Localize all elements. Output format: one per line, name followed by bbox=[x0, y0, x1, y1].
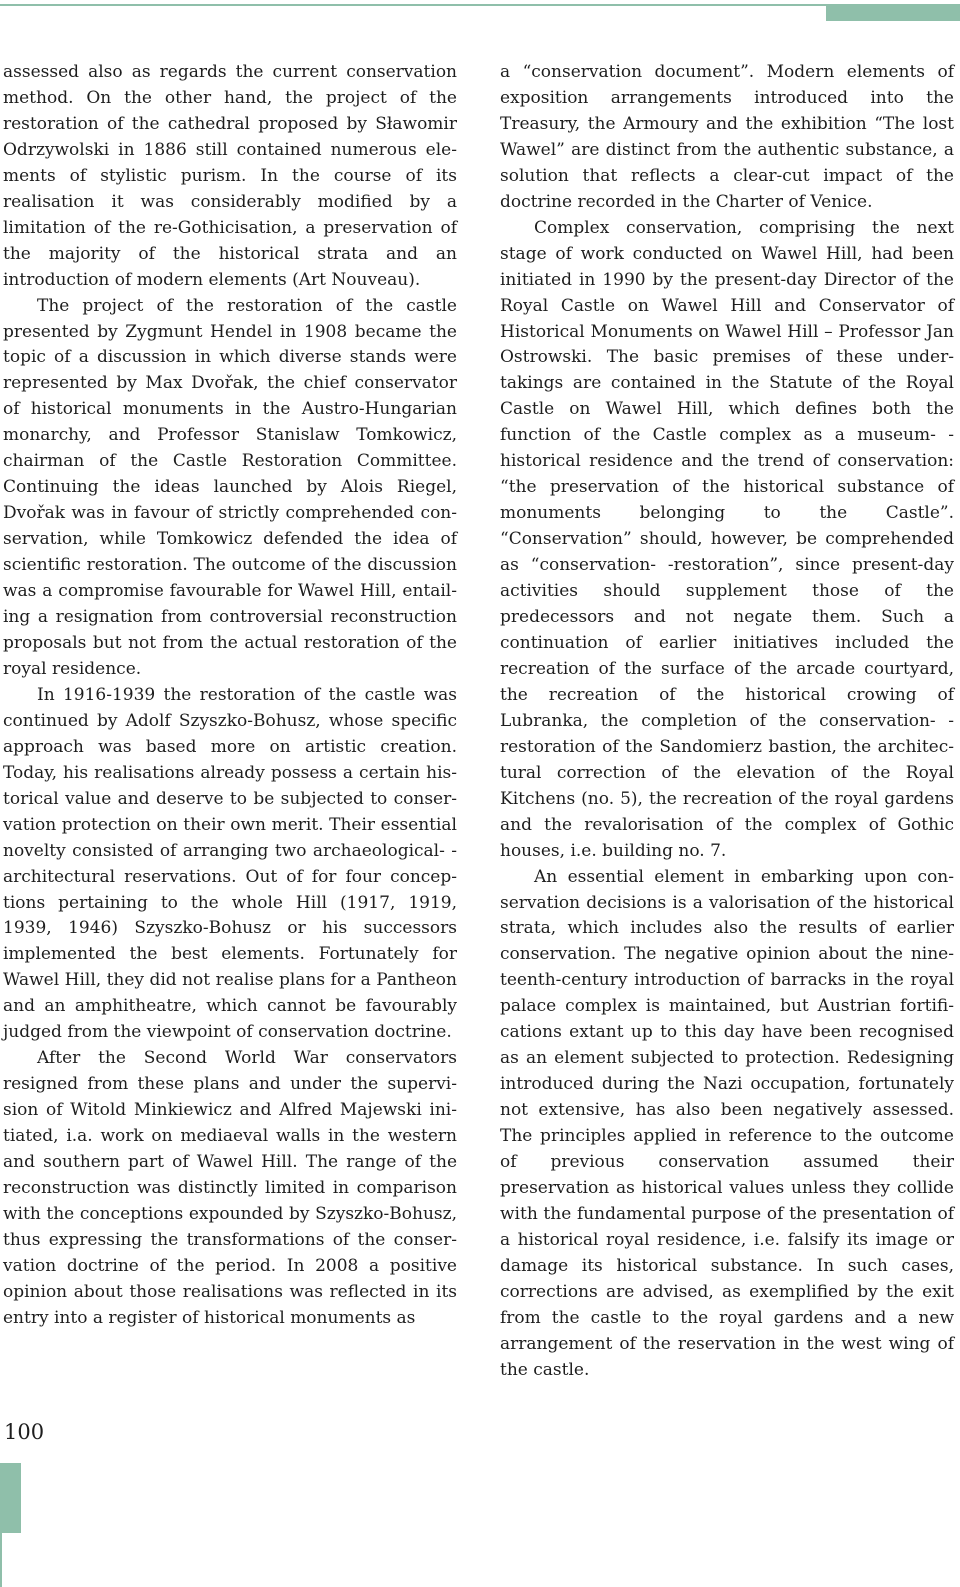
left-text-column bbox=[3, 60, 457, 1332]
paragraph: Complex conservation, comprising the next stage of work conducted on Wawel Hill, had been initiated in 1990 by the present-day Director of the Royal Castle on Wawel Hill and Conservator of Historical Monuments on Wawel Hill – Professor Jan Ostrowski. The basic premises of these undertakings are contained in the Statute of the Royal Castle on Wawel Hill, which defines both the function of the Castle complex as a museum- -historical residence and the trend of conservation: “the preservation of the historical substance of monuments belonging to the Castle”. “Conservation” should, however, be comprehended as “conservation- -restoration”, since present-day activities should supplement those of the predecessors and not negate them. Such a continuation of earlier initiatives included the recreation of the surface of the arcade courtyard, the recreation of the historical crowing of Lubranka, the completion of the conservation- -restoration of the Sandomierz bastion, the architectural correction of the elevation of the Royal Kitchens (no. 5), the recreation of the royal gardens and the revalorisation of the complex of Gothic houses, i.e. building no. 7. bbox=[500, 217, 954, 861]
footer-rule bbox=[0, 1533, 2, 1587]
paragraph: a “conservation document”. Modern elements of exposition arrangements introduced into the Treasury, the Armoury and the exhibition “The lost Wawel” are distinct from the authentic substance, a solution that reflects a clear-cut impact of the doctrine recorded in the Charter of Venice. bbox=[500, 62, 954, 212]
header-accent-tab bbox=[826, 4, 960, 21]
paragraph: An essential element in embarking upon conservation decisions is a valorisation of the historical strata, which includes also the results of earlier conservation. The negative opinion about the nineteenth-century introduction of barracks in the royal palace complex is maintained, but Austrian fortifications extant up to this day have been recognised as an element subjected to protection. Redesigning introduced during the Nazi occupation, fortunately not extensive, has also been negatively assessed. The principles applied in reference to the outcome of previous conservation assumed their preservation as historical values unless they collide with the fundamental purpose of the presentation of a historical royal residence, i.e. falsify its image or damage its historical substance. In such cases, corrections are advised, as exemplified by the exit from the castle to the royal gardens and a new arrangement of the reservation in the west wing of the castle. bbox=[500, 866, 954, 1380]
header-rule bbox=[0, 4, 960, 6]
footer-accent-tab bbox=[0, 1463, 21, 1533]
right-text-column bbox=[500, 60, 954, 1384]
paragraph: In 1916-1939 the restoration of the castle was continued by Adolf Szyszko-Bohusz, whose specific approach was based more on artistic creation. Today, his realisations already possess a certain historical value and deserve to be subjected to conservation protection on their own merit. Their essential novelty consisted of arranging two archaeological- -architectural reservations. Out of for four conceptions pertaining to the whole Hill (1917, 1919, 1939, 1946) Szyszko-Bohusz or his successors implemented the best elements. Fortunately for Wawel Hill, they did not realise plans for a Pantheon and an amphitheatre, which cannot be favourably judged from the viewpoint of conservation doctrine. bbox=[3, 684, 457, 1043]
paragraph: The project of the restoration of the castle presented by Zygmunt Hendel in 1908 became the topic of a discussion in which diverse stands were represented by Max Dvořak, the chief conservator of historical monuments in the Austro-Hungarian monarchy, and Professor Stanislaw Tomkowicz, chairman of the Castle Restoration Committee. Continuing the ideas launched by Alois Riegel, Dvořak was in favour of strictly comprehended conservation, while Tomkowicz defended the idea of scientific restoration. The outcome of the discussion was a compromise favourable for Wawel Hill, entailing a resignation from controversial reconstruction proposals but not from the actual restoration of the royal residence. bbox=[3, 295, 457, 679]
page-number: 100 bbox=[4, 1420, 45, 1444]
paragraph: assessed also as regards the current conservation method. On the other hand, the project of the restoration of the cathedral proposed by Sławomir Odrzywolski in 1886 still contained numerous elements of stylistic purism. In the course of its realisation it was considerably modified by a limitation of the re-Gothicisation, a preservation of the majority of the historical strata and an introduction of modern elements (Art Nouveau). bbox=[3, 62, 457, 290]
paragraph: After the Second World War conservators resigned from these plans and under the supervision of Witold Minkiewicz and Alfred Majewski initiated, i.a. work on mediaeval walls in the western and southern part of Wawel Hill. The range of the reconstruction was distinctly limited in comparison with the conceptions expounded by Szyszko-Bohusz, thus expressing the transformations of the conservation doctrine of the period. In 2008 a positive opinion about those realisations was reflected in its entry into a register of historical monuments as bbox=[3, 1048, 457, 1328]
